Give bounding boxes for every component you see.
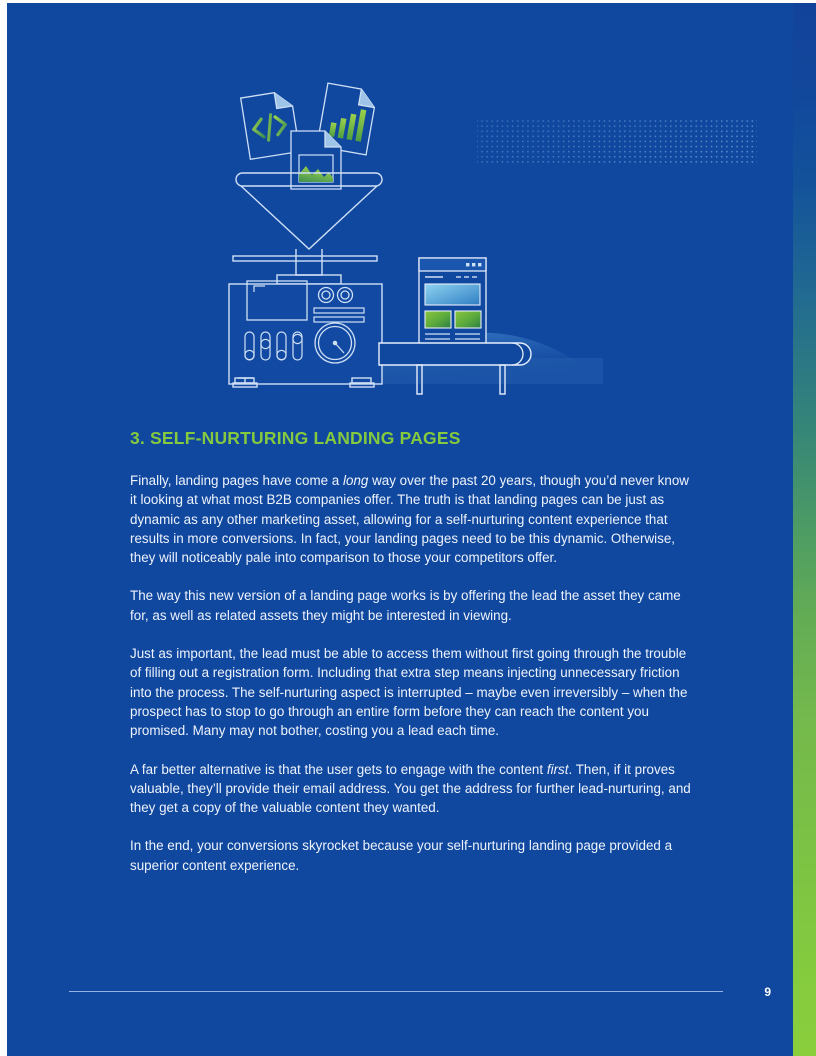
dot-grid-pattern [477, 118, 757, 166]
paragraph-p1: Finally, landing pages have come a long way over the past 20 years, though you’d never know it looking at what most B2B companies offer. The truth is that landing pages can be just as dynamic as any other marketing asset, allowing for a self-nurturing content experience that results in more conversions. In fact, your landing pages need to be this dynamic. Otherwise, they will noticeably pale into comparison to those your competitors offer. [130, 473, 689, 566]
content-factory-illustration [7, 3, 800, 413]
paragraph-p4: A far better alternative is that the user gets to engage with the content first. Then, if it proves valuable, they’ll provide their email address. You get the address for further lead-nurturing, and they get a copy of the valuable content they wanted. [130, 761, 691, 816]
footer-divider [69, 991, 723, 992]
paragraph-p3: Just as important, the lead must be able to access them without first going through the trouble of filling out a registration form. Including that extra step means injecting unnecessary friction into the process. The self-nurturing aspect is interrupted – maybe even irreversibly – when the prospect has to stop to go through an entire form before they can reach the content you promised. Many may not bother, costing you a lead each time. [130, 646, 688, 739]
paragraph-p5: In the end, your conversions skyrocket because your self-nurturing landing page provided a superior content experience. [130, 838, 673, 873]
emphasis-text: long [343, 473, 369, 488]
landing-page-preview [419, 258, 486, 355]
section-heading: 3. SELF-NURTURING LANDING PAGES [130, 428, 461, 448]
paragraph-p2: The way this new version of a landing page works is by offering the lead the asset they came for, as well as related assets they might be interested in viewing. [130, 588, 681, 623]
page-footer [69, 983, 793, 1001]
page-content [130, 428, 692, 875]
body-copy [130, 471, 692, 875]
page-number: 9 [764, 985, 771, 999]
image-document-icon [291, 131, 341, 189]
emphasis-text: first [546, 761, 569, 777]
